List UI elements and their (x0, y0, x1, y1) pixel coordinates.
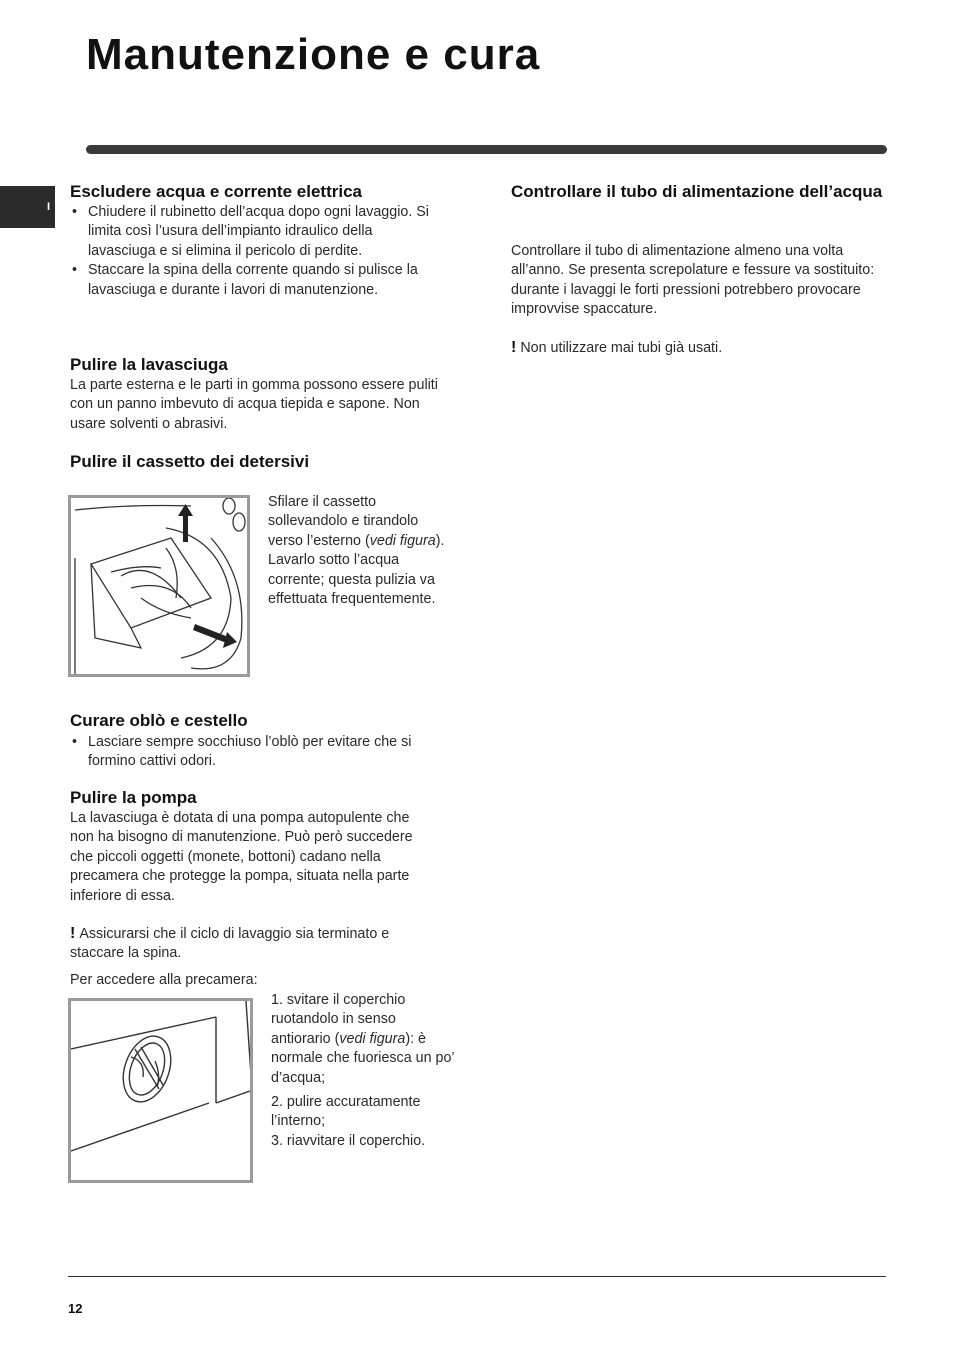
heading-escludere: Escludere acqua e corrente elettrica (70, 182, 362, 201)
list-escludere (70, 203, 440, 300)
warning-icon: ! (511, 339, 517, 356)
pump-figure (68, 998, 253, 1183)
text-pulire-lavasciuga: La parte esterna e le parti in gomma possono essere puliti con un panno imbevuto di acqua tiepida e sapone. Non usare solventi o abrasivi. (70, 377, 438, 432)
step-2: 2. pulire accuratamente l’interno; (271, 1094, 421, 1130)
steps-list (271, 991, 456, 1151)
text-access-intro: Per accedere alla precamera: (70, 972, 258, 988)
list-item: • Lasciare sempre socchiuso l’oblò per evitare che si formino cattivi odori. (70, 733, 442, 772)
list-item: • Chiudere il rubinetto dell’acqua dopo ogni lavaggio. Si limita così l’usura dell’impianto idraulico della lavasciuga e si elimina il pericolo di perdite. (70, 203, 440, 261)
text-tubo: Controllare il tubo di alimentazione almeno una volta all’anno. Se presenta screpolature e fessure va sostituito: durante i lavaggi le forti pressioni potrebbero provocare improvvise spaccature. (511, 243, 875, 318)
warning-pompa: ! Assicurarsi che il ciclo di lavaggio sia terminato e staccare la spina. (70, 925, 390, 962)
page-title: Manutenzione e cura (86, 30, 541, 79)
heading-tubo: Controllare il tubo di alimentazione dell’acqua (511, 182, 883, 201)
language-tab (0, 186, 55, 228)
heading-cassetto: Pulire il cassetto dei detersivi (70, 452, 310, 471)
footer-divider (68, 1276, 886, 1277)
drawer-illustration (71, 498, 247, 674)
pump-illustration (71, 1001, 250, 1180)
list-oblo (70, 733, 442, 772)
step-3: 3. riavvitare il coperchio. (271, 1132, 426, 1149)
drawer-figure (68, 495, 250, 677)
heading-oblo: Curare oblò e cestello (70, 711, 248, 730)
text-pompa: La lavasciuga è dotata di una pompa autopulente che non ha bisogno di manutenzione. Può però succedere che piccoli oggetti (monete, bottoni) cadano nella precamera che protegge la pompa, situata nella parte inferiore di essa. (70, 810, 413, 904)
warning-tubo: ! Non utilizzare mai tubi già usati. (511, 339, 723, 356)
text-cassetto: Sfilare il cassetto sollevandolo e tirandolo verso l’esterno (vedi figura). Lavarlo sotto l’acqua corrente; questa pulizia va effettuata frequentemente. (268, 494, 445, 608)
heading-pulire-lavasciuga: Pulire la lavasciuga (70, 355, 228, 374)
warning-icon: ! (70, 925, 76, 942)
list-item: • Staccare la spina della corrente quando si pulisce la lavasciuga e durante i lavori di manutenzione. (70, 261, 440, 300)
language-tab-label: I (46, 201, 50, 213)
heading-pompa: Pulire la pompa (70, 788, 197, 807)
page-number: 12 (68, 1301, 83, 1316)
title-divider (86, 145, 887, 154)
step-1: 1. svitare il coperchio ruotandolo in senso antiorario (vedi figura): è normale che fuoriesca un po’ d’acqua; (271, 992, 455, 1086)
